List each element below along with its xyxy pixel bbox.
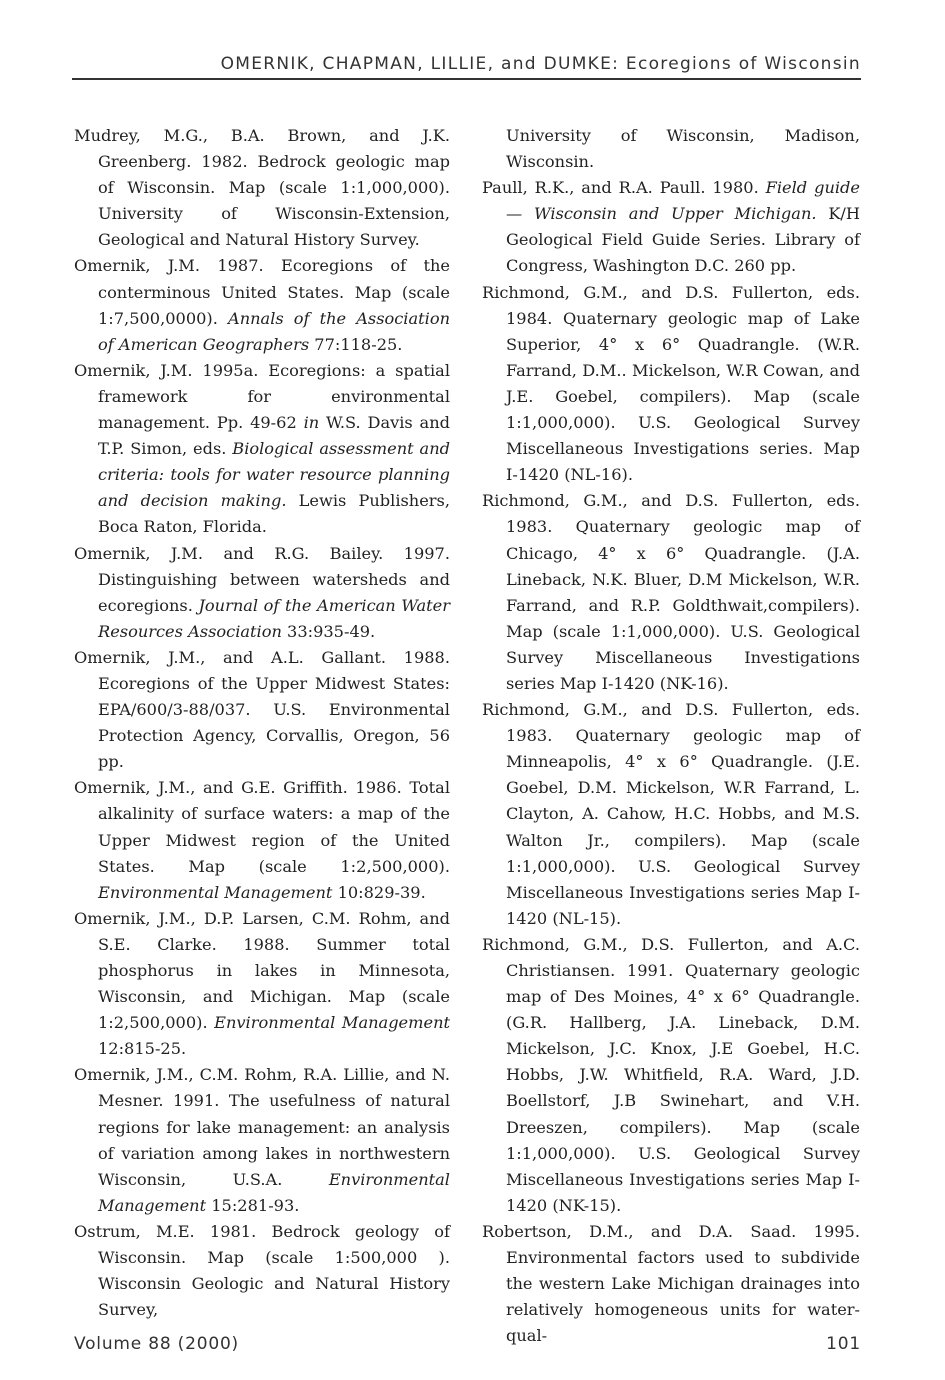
reference-entry: Mudrey, M.G., B.A. Brown, and J.K. Greenberg. 1982. Bedrock geologic map of Wisconsin. Map (scale 1:1,000,000). University of Wisconsin-Extension, Geological and Natural History Survey. [74, 126, 450, 250]
references-right-column [482, 123, 860, 1349]
reference-entry: Ostrum, M.E. 1981. Bedrock geology of Wisconsin. Map (scale 1:500,000 ). Wisconsin Geologic and Natural History Survey, [74, 1221, 450, 1320]
reference-entry: Omernik, J.M., C.M. Rohm, R.A. Lillie, and N. Mesner. 1991. The usefulness of natural regions for lake management: an analysis of variation among lakes in northwestern Wisconsin, U.S.A. Environmental Management 15:281-93. [74, 1065, 450, 1215]
volume-label: Volume 88 (2000) [74, 1334, 239, 1354]
reference-entry: Paull, R.K., and R.A. Paull. 1980. Field guide — Wisconsin and Upper Michigan. K/H Geological Field Guide Series. Library of Congress, Washington D.C. 260 pp. [482, 178, 860, 276]
running-header [72, 52, 861, 80]
reference-entry: Omernik, J.M., and G.E. Griffith. 1986. Total alkalinity of surface waters: a map of the Upper Midwest region of the United States. Map (scale 1:2,500,000). Environmental Management 10:829-39. [74, 778, 450, 902]
reference-entry: Omernik, J.M. 1995a. Ecoregions: a spatial framework for environmental management. Pp. 49-62 in W.S. Davis and T.P. Simon, eds. Biological assessment and criteria: tools for water resource planning and decision making. Lewis Publishers, Boca Raton, Florida. [74, 360, 451, 537]
references-left-column [74, 123, 450, 1323]
reference-entry: Omernik, J.M. 1987. Ecoregions of the conterminous United States. Map (scale 1:7,500,0000). Annals of the Association of American Geographers 77:118-25. [74, 256, 450, 354]
reference-continuation: University of Wisconsin, Madison, Wisconsin. [506, 126, 860, 172]
reference-entry: Omernik, J.M. and R.G. Bailey. 1997. Distinguishing between watersheds and ecoregions. Journal of the American Water Resources Association 33:935-49. [74, 543, 450, 641]
reference-entry: Omernik, J.M., and A.L. Gallant. 1988. Ecoregions of the Upper Midwest States: EPA/600/3-88/037. U.S. Environmental Protection Agency, Corvallis, Oregon, 56 pp. [74, 647, 450, 772]
reference-entry: Omernik, J.M., D.P. Larsen, C.M. Rohm, and S.E. Clarke. 1988. Summer total phosphorus in lakes in Minnesota, Wisconsin, and Michigan. Map (scale 1:2,500,000). Environmental Management 12:815-25. [74, 908, 450, 1059]
reference-entry: Richmond, G.M., and D.S. Fullerton, eds. 1983. Quaternary geologic map of Minneapolis, 4° x 6° Quadrangle. (J.E. Goebel, D.M. Mickelson, W.R Farrand, L. Clayton, A. Cahow, H.C. Hobbs, and M.S. Walton Jr., compilers). Map (scale 1:1,000,000). U.S. Geological Survey Miscellaneous Investigations series Map I-1420 (NL-15). [482, 700, 860, 928]
reference-entry: Richmond, G.M., D.S. Fullerton, and A.C. Christiansen. 1991. Quaternary geologic map of Des Moines, 4° x 6° Quadrangle. (G.R. Hallberg, J.A. Lineback, D.M. Mickelson, J.C. Knox, J.E Goebel, H.C. Hobbs, J.W. Whitfield, R.A. Ward, J.D. Boellstorf, J.B Swinehart, and V.H. Dreeszen, compilers). Map (scale 1:1,000,000). U.S. Geological Survey Miscellaneous Investigations series Map I-1420 (NK-15). [482, 934, 860, 1215]
running-title: OMERNIK, CHAPMAN, LILLIE, and DUMKE: Ecoregions of Wisconsin [220, 54, 861, 74]
page-number: 101 [826, 1334, 861, 1354]
reference-entry: Richmond, G.M., and D.S. Fullerton, eds. 1983. Quaternary geologic map of Chicago, 4° x 6° Quadrangle. (J.A. Lineback, N.K. Bluer, D.M Mickelson, W.R. Farrand, and R.P. Goldthwait,compilers). Map (scale 1:1,000,000). U.S. Geological Survey Miscellaneous Investigations series Map I-1420 (NK-16). [482, 491, 860, 693]
reference-entry: Robertson, D.M., and D.A. Saad. 1995. Environmental factors used to subdivide the western Lake Michigan drainages into relatively homogeneous units for water-qual- [482, 1221, 860, 1346]
reference-entry: Richmond, G.M., and D.S. Fullerton, eds. 1984. Quaternary geologic map of Lake Superior, 4° x 6° Quadrangle. (W.R. Farrand, D.M.. Mickelson, W.R Cowan, and J.E. Goebel, compilers). Map (scale 1:1,000,000). U.S. Geological Survey Miscellaneous Investigations series. Map I-1420 (NL-16). [482, 282, 860, 485]
